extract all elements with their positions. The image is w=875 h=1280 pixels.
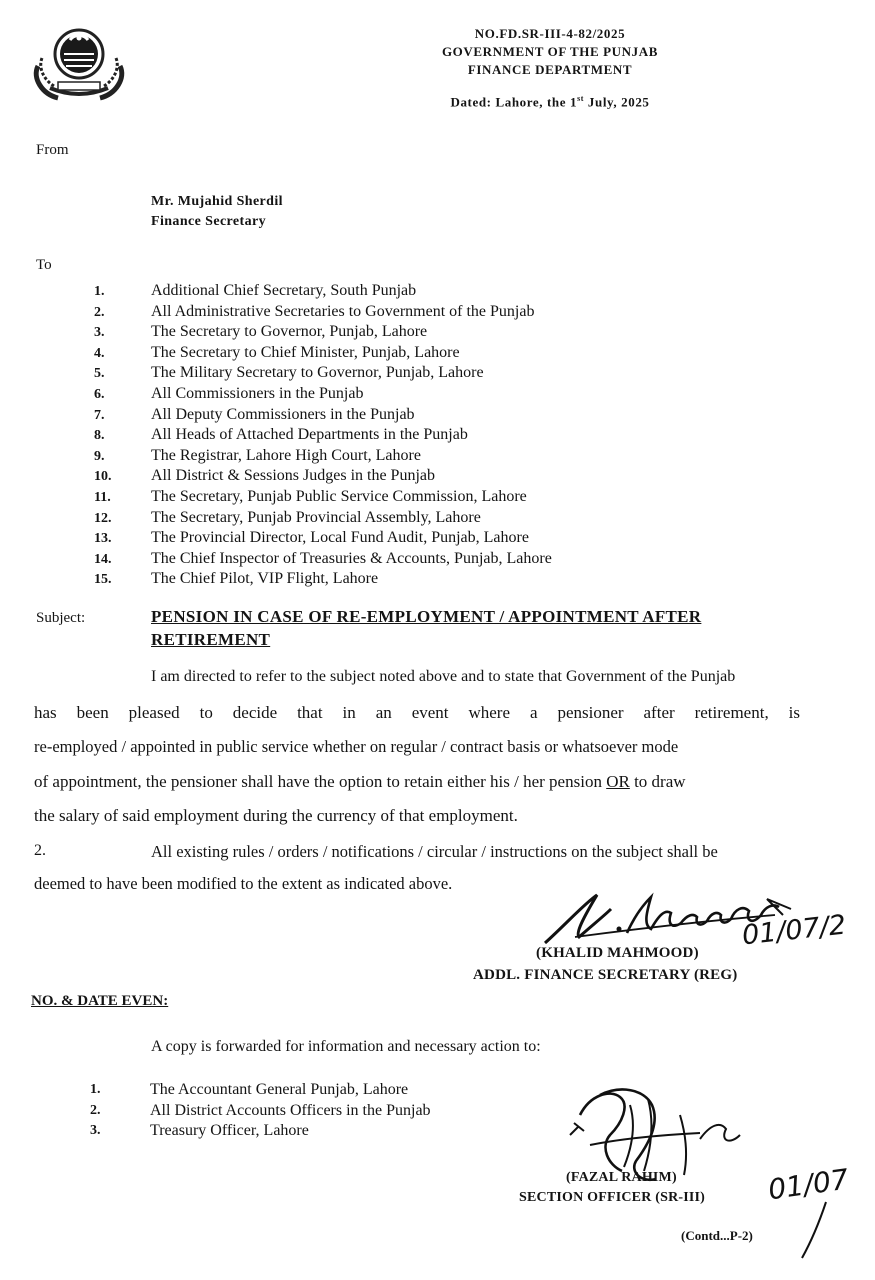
endorsement-heading: NO. & DATE EVEN: [31, 993, 169, 1009]
list-number: 1. [90, 1082, 101, 1097]
list-number: 9. [94, 448, 105, 464]
paragraph-2-number: 2. [34, 842, 46, 859]
emphasis-or: OR [606, 772, 630, 791]
list-number: 1. [94, 284, 105, 299]
sender-designation: Finance Secretary [151, 214, 267, 229]
list-item: The Secretary to Governor, Punjab, Lahore [151, 323, 428, 341]
list-item: Additional Chief Secretary, South Punjab [151, 282, 417, 299]
date-line: Dated: Lahore, the 1st July, 2025 [450, 94, 650, 110]
section-officer-designation: SECTION OFFICER (SR-III) [519, 1190, 706, 1205]
recipient-list [151, 281, 552, 590]
list-number: 4. [94, 345, 105, 361]
to-label: To [36, 257, 52, 273]
list-number: 7. [94, 407, 105, 423]
from-label: From [36, 142, 69, 158]
list-number: 11. [94, 489, 111, 505]
signature-date-handwritten: 01/07/2 [740, 909, 848, 952]
section-officer-name: (FAZAL RAHIM) [566, 1170, 677, 1185]
list-item: The Provincial Director, Local Fund Audit, Punjab, Lahore [151, 529, 529, 547]
list-item: All Commissioners in the Punjab [151, 384, 364, 402]
paragraph-1-line-1: I am directed to refer to the subject noted above and to state that Government of the Punjab [151, 668, 736, 685]
signature-date-handwritten-2: 01/07 [766, 1162, 851, 1207]
paragraph-2-line-1: All existing rules / orders / notifications / circular / instructions on the subject shall be [151, 842, 718, 861]
paragraph-2-line-2: deemed to have been modified to the extent as indicated above. [34, 874, 453, 893]
sender-name: Mr. Mujahid Sherdil [151, 194, 283, 209]
paragraph-1-line-4: of appointment, the pensioner shall have the option to retain either his / her pension OR to draw [34, 772, 686, 791]
department-name: FINANCE DEPARTMENT [467, 62, 633, 77]
list-item: All District & Sessions Judges in the Punjab [151, 467, 435, 485]
list-item: The Secretary, Punjab Public Service Commission, Lahore [151, 487, 527, 505]
government-name: GOVERNMENT OF THE PUNJAB [441, 44, 659, 59]
punjab-government-logo [28, 18, 130, 104]
endorsement-list [150, 1080, 431, 1142]
list-item: Treasury Officer, Lahore [150, 1122, 309, 1139]
list-item: The Registrar, Lahore High Court, Lahore [151, 446, 421, 464]
list-number: 10. [94, 469, 112, 485]
signature-stroke [796, 1200, 836, 1260]
endorsement-numbers [90, 1080, 120, 1142]
subject-label: Subject: [36, 610, 86, 626]
list-number: 2. [90, 1102, 101, 1118]
list-number: 2. [94, 304, 105, 320]
subject-line-2: RETIREMENT [151, 630, 271, 649]
list-number: 6. [94, 386, 105, 402]
paragraph-1-line-2: has been pleased to decide that in an event where a pensioner after retirement, is [34, 703, 800, 722]
list-item: All Deputy Commissioners in the Punjab [151, 405, 415, 423]
list-item: The Chief Inspector of Treasuries & Accounts, Punjab, Lahore [151, 549, 552, 567]
list-item: The Secretary to Chief Minister, Punjab, Lahore [151, 343, 460, 361]
subject-line-1: PENSION IN CASE OF RE-EMPLOYMENT / APPOINTMENT AFTER [151, 607, 702, 626]
list-number: 12. [94, 510, 112, 526]
list-item: All Administrative Secretaries to Government of the Punjab [151, 302, 535, 320]
list-number: 14. [94, 551, 112, 567]
signatory-designation: ADDL. FINANCE SECRETARY (REG) [473, 967, 738, 983]
list-number: 8. [94, 428, 105, 444]
recipient-numbers [94, 282, 124, 591]
list-item: The Military Secretary to Governor, Punjab, Lahore [151, 364, 484, 382]
list-item: All Heads of Attached Departments in the Punjab [151, 426, 468, 444]
continued-note: (Contd...P-2) [681, 1228, 753, 1243]
endorsement-intro: A copy is forwarded for information and necessary action to: [151, 1038, 541, 1055]
list-number: 15. [94, 572, 112, 588]
paragraph-1-line-3: re-employed / appointed in public service whether on regular / contract basis or whatsoever mode [34, 737, 679, 756]
signatory-name: (KHALID MAHMOOD) [536, 945, 699, 961]
list-number: 13. [94, 531, 112, 547]
list-item: The Secretary, Punjab Provincial Assembly, Lahore [151, 508, 481, 526]
list-number: 5. [94, 366, 105, 382]
list-item: The Accountant General Punjab, Lahore [150, 1081, 409, 1098]
reference-number: NO.FD.SR-III-4-82/2025 [474, 26, 626, 41]
list-number: 3. [94, 325, 105, 341]
list-item: All District Accounts Officers in the Punjab [150, 1101, 431, 1119]
list-number: 3. [90, 1123, 101, 1138]
list-item: The Chief Pilot, VIP Flight, Lahore [151, 570, 379, 588]
paragraph-1-line-5: the salary of said employment during the currency of that employment. [34, 806, 518, 825]
